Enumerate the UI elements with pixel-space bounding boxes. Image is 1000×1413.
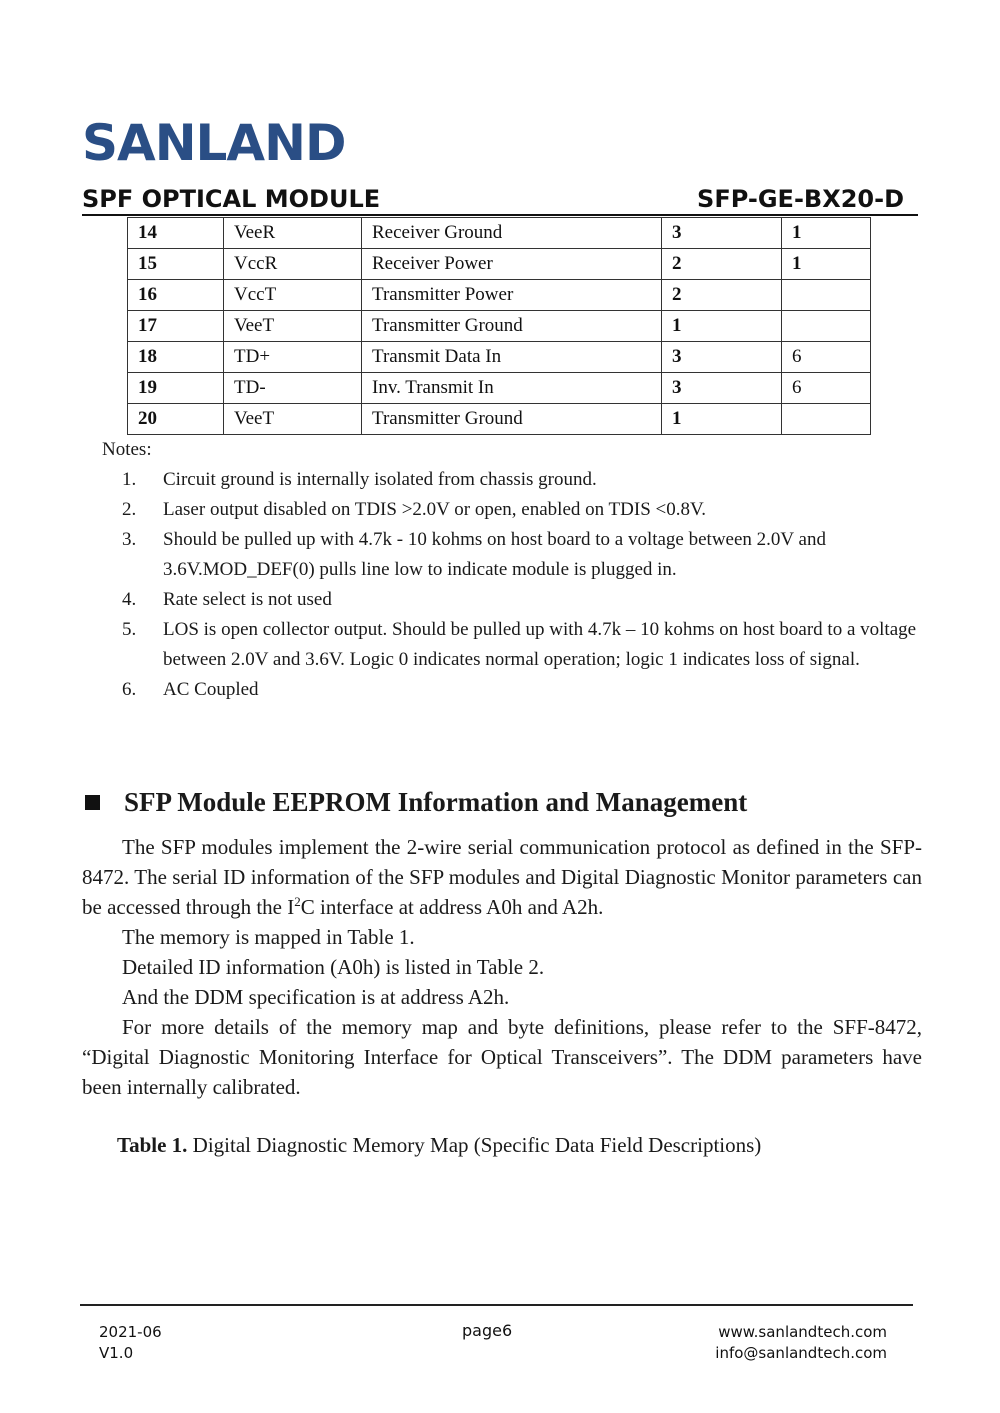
pin-notes: 6 — [782, 373, 871, 404]
paragraph-ddm-address: And the DDM specification is at address A2h. — [122, 985, 510, 1009]
paragraph-memory-map: The memory is mapped in Table 1. — [122, 925, 415, 949]
pin-name: TD- — [224, 373, 362, 404]
table-row — [128, 280, 871, 311]
plug-sequence: 1 — [662, 311, 782, 342]
pin-notes — [782, 280, 871, 311]
list-item — [122, 615, 922, 675]
note-number: 6. — [122, 679, 137, 700]
pin-number: 17 — [128, 311, 224, 342]
note-text: Laser output disabled on TDIS >2.0V or open, enabled on TDIS <0.8V. — [163, 499, 706, 520]
pin-notes: 1 — [782, 218, 871, 249]
note-number: 4. — [122, 589, 137, 610]
footer-website: www.sanlandtech.com — [718, 1323, 887, 1341]
pin-notes: 1 — [782, 249, 871, 280]
table-row — [128, 342, 871, 373]
pin-number: 19 — [128, 373, 224, 404]
pin-definition-table — [127, 217, 871, 435]
footer-date: 2021-06 — [99, 1323, 162, 1341]
note-text: Should be pulled up with 4.7k - 10 kohms on host board to a voltage between 2.0V and 3.6V.MOD_DEF(0) pulls line low to indicate module is plugged in. — [163, 529, 826, 580]
note-number: 3. — [122, 529, 137, 550]
note-text: AC Coupled — [163, 679, 259, 700]
plug-sequence: 3 — [662, 218, 782, 249]
notes-list — [122, 465, 922, 705]
pin-name: VeeT — [224, 404, 362, 435]
plug-sequence: 2 — [662, 280, 782, 311]
pin-function: Receiver Ground — [362, 218, 662, 249]
pin-function: Transmitter Power — [362, 280, 662, 311]
header-rule — [82, 214, 918, 216]
note-text: Rate select is not used — [163, 589, 332, 610]
pin-function: Transmitter Ground — [362, 404, 662, 435]
paragraph-protocol — [82, 832, 922, 922]
page-number: page6 — [462, 1321, 513, 1340]
footer-rule — [80, 1304, 913, 1306]
list-item — [122, 675, 922, 705]
pin-name: VeeT — [224, 311, 362, 342]
pin-name: TD+ — [224, 342, 362, 373]
list-item — [122, 525, 922, 585]
footer-right — [715, 1322, 887, 1364]
superscript: 2 — [294, 894, 301, 909]
pin-notes — [782, 311, 871, 342]
pin-name: VccT — [224, 280, 362, 311]
pin-function: Receiver Power — [362, 249, 662, 280]
paragraph-protocol-end: C interface at address A0h and A2h. — [300, 895, 604, 919]
pin-number: 15 — [128, 249, 224, 280]
table-caption — [117, 1130, 761, 1160]
pin-number: 14 — [128, 218, 224, 249]
note-text: LOS is open collector output. Should be pulled up with 4.7k – 10 kohms on host board to a voltage between 2.0V and 3.6V. Logic 0 indicates normal operation; logic 1 indicates loss of signal. — [163, 619, 917, 670]
section-body — [82, 832, 922, 1102]
notes-title: Notes: — [102, 439, 152, 460]
table-row — [128, 311, 871, 342]
table-caption-label: Table 1. — [117, 1133, 188, 1157]
footer-email: info@sanlandtech.com — [715, 1344, 887, 1362]
pin-name: VccR — [224, 249, 362, 280]
section-heading-text: SFP Module EEPROM Information and Management — [124, 787, 748, 817]
pin-number: 20 — [128, 404, 224, 435]
table-row — [128, 249, 871, 280]
pin-function: Inv. Transmit In — [362, 373, 662, 404]
paragraph-id-info: Detailed ID information (A0h) is listed in Table 2. — [122, 955, 545, 979]
pin-function: Transmit Data In — [362, 342, 662, 373]
note-number: 1. — [122, 469, 137, 490]
table-row — [128, 404, 871, 435]
paragraph-more-details: For more details of the memory map and byte definitions, please refer to the SFF-8472, “Digital Diagnostic Monitoring Interface for Optical Transceivers”. The DDM parameters have been internally calibrated. — [82, 1015, 922, 1099]
note-number: 2. — [122, 499, 137, 520]
paragraph-protocol-text: The SFP modules implement the 2-wire serial communication protocol as defined in the SFP-8472. The serial ID information of the SFP modules and Digital Diagnostic Monitor parameters can be accessed through the I — [82, 835, 922, 919]
brand-logo: SANLAND — [82, 114, 346, 172]
pin-number: 16 — [128, 280, 224, 311]
pin-function: Transmitter Ground — [362, 311, 662, 342]
plug-sequence: 3 — [662, 373, 782, 404]
note-text: Circuit ground is internally isolated from chassis ground. — [163, 469, 597, 490]
part-number: SFP-GE-BX20-D — [697, 185, 904, 213]
table-row — [128, 218, 871, 249]
section-heading — [82, 784, 747, 820]
pin-name: VeeR — [224, 218, 362, 249]
list-item — [122, 465, 922, 495]
plug-sequence: 1 — [662, 404, 782, 435]
plug-sequence: 2 — [662, 249, 782, 280]
list-item — [122, 495, 922, 525]
table-caption-text: Digital Diagnostic Memory Map (Specific Data Field Descriptions) — [192, 1133, 762, 1157]
note-number: 5. — [122, 619, 137, 640]
document-title: SPF OPTICAL MODULE — [82, 185, 381, 213]
pin-number: 18 — [128, 342, 224, 373]
pin-notes: 6 — [782, 342, 871, 373]
square-bullet-icon — [85, 795, 100, 810]
table-row — [128, 373, 871, 404]
list-item — [122, 585, 922, 615]
footer-left — [99, 1322, 162, 1364]
pin-notes — [782, 404, 871, 435]
footer-version: V1.0 — [99, 1344, 134, 1362]
plug-sequence: 3 — [662, 342, 782, 373]
